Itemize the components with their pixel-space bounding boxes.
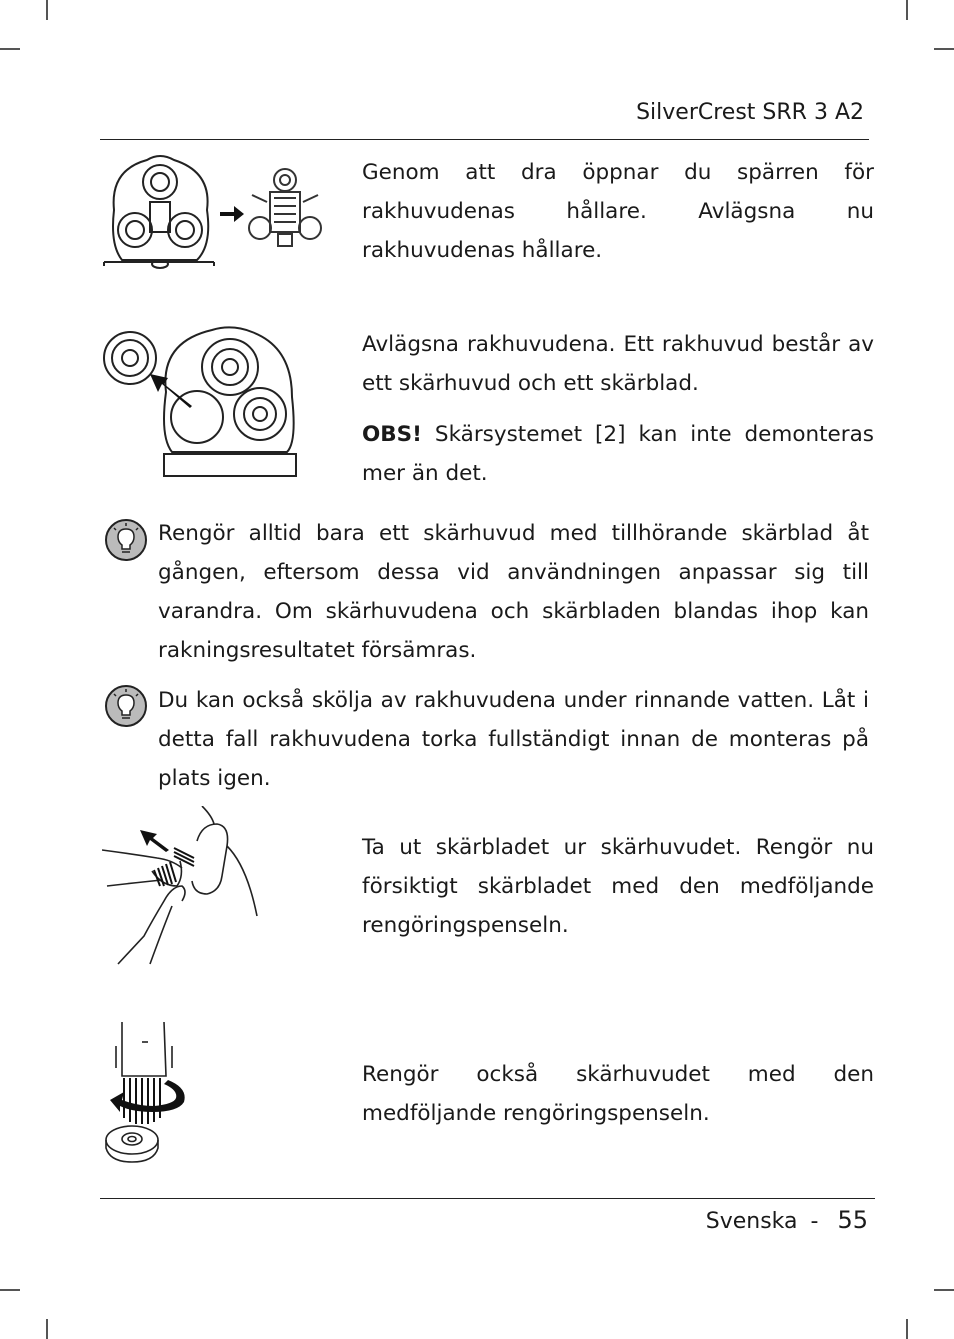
figure-remove-shaving-heads [102, 322, 302, 482]
instruction-paragraph: Avlägsna rakhuvudena. Ett rakhuvud består av ett skärhuvud och ett skärblad. [362, 332, 874, 396]
crop-mark [934, 1289, 954, 1291]
lightbulb-icon [104, 684, 148, 728]
footer-rule [100, 1198, 875, 1199]
page-footer [706, 1206, 868, 1234]
figure-clean-head [102, 1018, 202, 1168]
figure-clean-blade [102, 806, 262, 966]
instruction-paragraph: Genom att dra öppnar du spärren för rakhuvudenas hållare. Avlägsna nu rakhuvudenas hållare. [362, 160, 874, 263]
crop-mark [0, 1289, 20, 1291]
header-title: SilverCrest SRR 3 A2 [636, 100, 864, 125]
crop-mark [934, 48, 954, 50]
footer-language: Svenska [705, 1209, 798, 1234]
tip-paragraph: Du kan också skölja av rakhuvudena under rinnande vatten. Låt i detta fall rakhuvudena torka fullständigt innan de monteras på plats igen. [158, 688, 869, 791]
obs-label: OBS! [362, 422, 422, 447]
crop-mark [46, 0, 48, 20]
figure-head-holder-removal [102, 150, 332, 270]
warning-paragraph [362, 415, 874, 493]
warning-text: Skärsystemet [2] kan inte demonteras mer än det. [362, 422, 874, 486]
header-rule [100, 139, 869, 140]
crop-mark [906, 0, 908, 20]
footer-separator: - [810, 1209, 819, 1234]
instruction-paragraph: Rengör också skärhuvudet med den medföljande rengöringspenseln. [362, 1062, 874, 1126]
instruction-paragraph: Ta ut skärbladet ur skärhuvudet. Rengör nu försiktigt skärbladet med den medföljande rengöringspenseln. [362, 835, 874, 938]
crop-mark [906, 1319, 908, 1339]
crop-mark [0, 48, 20, 50]
tip-paragraph: Rengör alltid bara ett skärhuvud med tillhörande skärblad åt gången, eftersom dessa vid användningen anpassar sig till varandra. Om skärhuvudena och skärbladen blandas ihop kan rakningsresultatet försämras. [158, 521, 869, 663]
crop-mark [46, 1319, 48, 1339]
page-number: 55 [837, 1206, 868, 1234]
lightbulb-icon [104, 518, 148, 562]
